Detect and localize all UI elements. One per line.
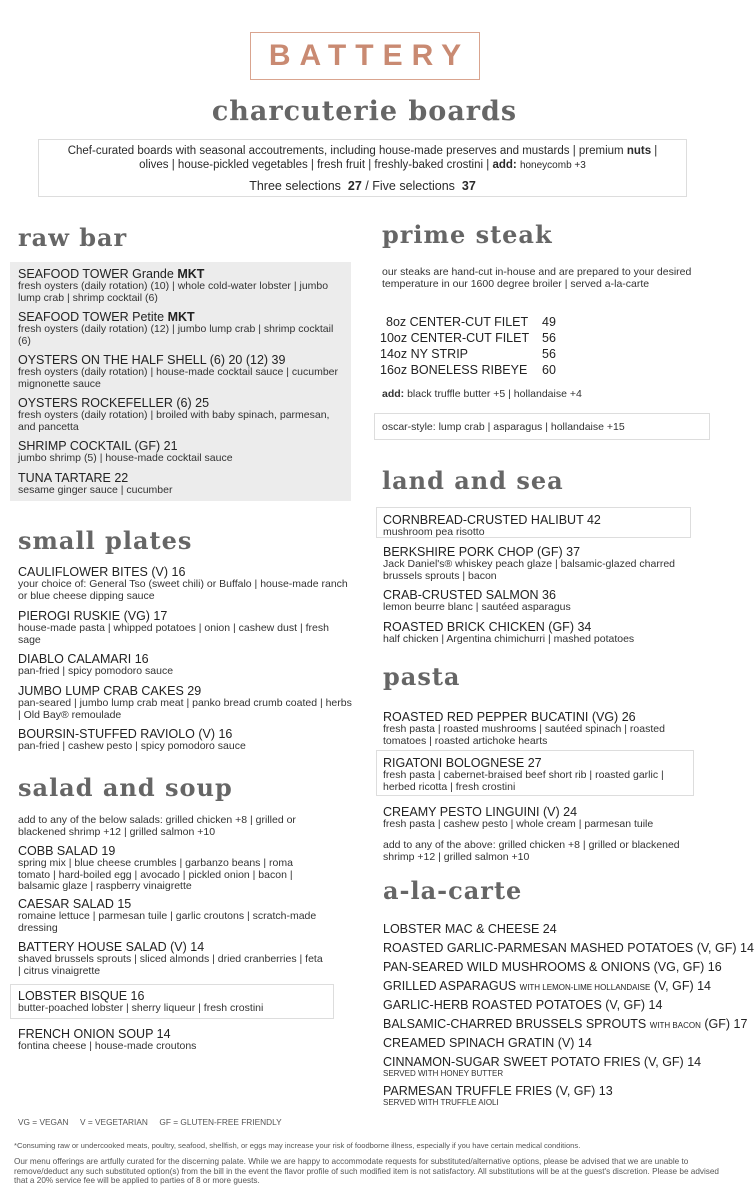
three-selections-price: 27: [347, 179, 362, 193]
menu-item: [18, 897, 318, 934]
menu-item: [18, 652, 348, 678]
item-name: BERKSHIRE PORK CHOP (GF) 37: [383, 545, 581, 559]
menu-item: [18, 267, 343, 304]
item-name: CREAMED SPINACH GRATIN (V) 14: [383, 1036, 592, 1050]
item-desc: mushroom pea risotto: [383, 526, 485, 538]
five-selections-label: Five selections: [372, 179, 455, 193]
diet-legend: VG = VEGAN V = VEGETARIAN GF = GLUTEN-FREE FRIENDLY: [18, 1117, 282, 1127]
charcuterie-desc2: olives | house-pickled vegetables | fresh fruit | freshly-baked crostini |: [139, 159, 490, 171]
item-name: BALSAMIC-CHARRED BRUSSELS SPROUTS: [383, 1017, 647, 1031]
menu-item: [18, 684, 353, 721]
steak-price: 49: [542, 315, 556, 329]
item-name: SEAFOOD TOWER Petite: [18, 310, 165, 324]
charcuterie-desc1: Chef-curated boards with seasonal accoutrements, including house-made preserves and mustards | premium: [67, 145, 624, 157]
item-sub: SERVED WITH TRUFFLE AIOLI: [383, 1098, 499, 1107]
item-desc: jumbo shrimp (5) | house-made cocktail sauce: [18, 452, 233, 464]
steak-row: [380, 363, 556, 377]
steak-add-label: add:: [382, 388, 405, 400]
item-name: RIGATONI BOLOGNESE 27: [383, 756, 542, 770]
charcuterie-desc1-end: |: [654, 145, 658, 157]
item-name: SHRIMP COCKTAIL (GF) 21: [18, 439, 178, 453]
charcuterie-desc-line1: [39, 144, 686, 158]
pasta-title: pasta: [383, 662, 461, 691]
charcuterie-desc1-bold: nuts: [626, 145, 652, 157]
item-note: WITH LEMON-LIME HOLLANDAISE: [519, 983, 651, 992]
item-sub: SERVED WITH HONEY BUTTER: [383, 1069, 504, 1078]
raw-food-warning: *Consuming raw or undercooked meats, poultry, seafood, shellfish, or eggs may increase your risk of foodborne illness, especially if you have certain medical conditions.: [14, 1141, 581, 1150]
menu-item: [383, 960, 722, 974]
item-name: COBB SALAD 19: [18, 844, 116, 858]
steak-row: [386, 315, 556, 329]
menu-item: [18, 1027, 330, 1053]
oscar-style: oscar-style: lump crab | asparagus | hollandaise +15: [382, 421, 625, 433]
item-name: CAULIFLOWER BITES (V) 16: [18, 565, 186, 579]
item-name: OYSTERS ON THE HALF SHELL (6) 20 (12) 39: [18, 353, 286, 367]
steak-name: 10oz CENTER-CUT FILET: [380, 331, 530, 345]
item-desc: lemon beurre blanc | sautéed asparagus: [383, 601, 571, 613]
item-price: (V, GF) 14: [653, 979, 712, 993]
item-name: GRILLED ASPARAGUS: [383, 979, 517, 993]
item-desc: spring mix | blue cheese crumbles | garbanzo beans | roma tomato | hard-boiled egg | avocado | pickled onion | bacon | balsamic glaze | raspberry vinaigrette: [18, 857, 293, 892]
item-desc: sesame ginger sauce | cucumber: [18, 484, 173, 496]
item-name: ROASTED RED PEPPER BUCATINI (VG) 26: [383, 710, 636, 724]
steak-row: [380, 331, 556, 345]
menu-item: [383, 1017, 747, 1033]
item-name: ROASTED GARLIC-PARMESAN MASHED POTATOES (V, GF) 14: [383, 941, 754, 955]
item-desc: pan-fried | cashew pesto | spicy pomodoro sauce: [18, 740, 246, 752]
item-desc: romaine lettuce | parmesan tuile | garlic croutons | scratch-made dressing: [18, 910, 317, 934]
item-name: LOBSTER MAC & CHEESE 24: [383, 922, 557, 936]
raw-bar-title: raw bar: [18, 223, 128, 252]
item-name: CREAMY PESTO LINGUINI (V) 24: [383, 805, 578, 819]
item-price: MKT: [177, 267, 205, 281]
a-la-carte-title: a-la-carte: [383, 876, 523, 905]
menu-item: [18, 310, 343, 347]
menu-item: [383, 1036, 592, 1050]
menu-item: [18, 471, 343, 497]
item-desc: fresh oysters (daily rotation) | house-made cocktail sauce | cucumber mignonette sauce: [18, 366, 339, 390]
steak-name: 16oz BONELESS RIBEYE: [380, 363, 528, 377]
charcuterie-desc-line2: [39, 158, 686, 173]
item-name: CORNBREAD-CRUSTED HALIBUT 42: [383, 513, 601, 527]
item-name: BOURSIN-STUFFED RAVIOLO (V) 16: [18, 727, 233, 741]
item-desc: butter-poached lobster | sherry liqueur | fresh crostini: [18, 1002, 264, 1014]
charcuterie-add-label: add:: [492, 159, 517, 171]
small-plates-title: small plates: [18, 526, 193, 555]
menu-item: [18, 727, 348, 753]
item-name: BATTERY HOUSE SALAD (V) 14: [18, 940, 205, 954]
item-name: DIABLO CALAMARI 16: [18, 652, 149, 666]
item-desc: your choice of: General Tso (sweet chili) or Buffalo | house-made ranch or blue cheese dipping sauce: [18, 578, 348, 602]
item-name: SEAFOOD TOWER Grande: [18, 267, 174, 281]
charcuterie-title: charcuterie boards: [211, 96, 518, 127]
item-name: CINNAMON-SUGAR SWEET POTATO FRIES (V, GF) 14: [383, 1055, 702, 1069]
item-desc: fresh oysters (daily rotation) | broiled with baby spinach, parmesan, and pancetta: [18, 409, 330, 433]
item-name: JUMBO LUMP CRAB CAKES 29: [18, 684, 202, 698]
steak-row: [380, 347, 556, 361]
menu-item: [18, 353, 343, 390]
item-desc: pan-seared | jumbo lump crab meat | panko bread crumb coated | herbs | Old Bay® remoulade: [18, 697, 352, 721]
item-desc: fresh oysters (daily rotation) (12) | jumbo lump crab | shrimp cocktail (6): [18, 323, 334, 347]
steak-price: 56: [542, 347, 556, 361]
item-price: MKT: [167, 310, 195, 324]
salad-addon-note: add to any of the below salads: grilled chicken +8 | grilled or blackened shrimp +12 | grilled salmon +10: [18, 814, 296, 838]
item-desc: fresh pasta | cabernet-braised beef short rib | roasted garlic | herbed ricotta | fresh crostini: [383, 769, 664, 793]
steak-add-value: black truffle butter +5 | hollandaise +4: [407, 388, 582, 400]
item-name: GARLIC-HERB ROASTED POTATOES (V, GF) 14: [383, 998, 663, 1012]
menu-item: [383, 1084, 613, 1107]
menu-item: [383, 588, 703, 614]
menu-item: [18, 940, 328, 977]
item-desc: pan-fried | spicy pomodoro sauce: [18, 665, 174, 677]
charcuterie-add-value: honeycomb +3: [519, 160, 586, 171]
five-selections-price: 37: [461, 179, 476, 193]
charcuterie-box: [38, 139, 687, 197]
item-name: PAN-SEARED WILD MUSHROOMS & ONIONS (VG, GF) 16: [383, 960, 722, 974]
item-name: ROASTED BRICK CHICKEN (GF) 34: [383, 620, 592, 634]
menu-item: [383, 922, 557, 936]
item-price: (GF) 17: [704, 1017, 748, 1031]
salad-soup-title: salad and soup: [18, 773, 233, 802]
menu-item: [18, 439, 343, 465]
menu-policy: Our menu offerings are artfully curated for the discerning palate. While we are happy to accommodate requests for substituted/alternative options, please be advised that we are unable to remove/deduct any such substituted option(s) from the bill in the event the flavor profile of such modified item is not satisfactory. All substitutions will be at the guest's discretion. Please be advised that a 20% service fee will be applied to parties of 8 or more guests.: [14, 1157, 719, 1185]
steak-price: 60: [542, 363, 556, 377]
item-desc: shaved brussels sprouts | sliced almonds | dried cranberries | feta | citrus vinaigrette: [18, 953, 323, 977]
item-name: PARMESAN TRUFFLE FRIES (V, GF) 13: [383, 1084, 613, 1098]
item-name: CAESAR SALAD 15: [18, 897, 132, 911]
item-name: PIEROGI RUSKIE (VG) 17: [18, 609, 168, 623]
menu-item: [383, 998, 662, 1012]
menu-item: [383, 545, 703, 582]
menu-item: [383, 620, 703, 646]
steak-desc: our steaks are hand-cut in-house and are prepared to your desired temperature in our 1600 degree broiler | served a-la-carte: [382, 266, 692, 290]
menu-item: [18, 396, 343, 433]
item-name: CRAB-CRUSTED SALMON 36: [383, 588, 556, 602]
selections-slash: /: [365, 179, 369, 193]
steak-name: 8oz CENTER-CUT FILET: [386, 315, 529, 329]
item-desc: fresh pasta | cashew pesto | whole cream | parmesan tuile: [383, 818, 654, 830]
menu-item: [383, 1055, 701, 1078]
menu-item: [383, 805, 703, 831]
menu-item: [18, 844, 318, 893]
steak-price: 56: [542, 331, 556, 345]
item-desc: fontina cheese | house-made croutons: [18, 1040, 197, 1052]
land-sea-title: land and sea: [382, 466, 564, 495]
item-note: WITH BACON: [649, 1021, 701, 1030]
menu-item: [18, 989, 330, 1015]
menu-item: [383, 513, 693, 539]
menu-item: [18, 609, 348, 646]
steak-name: 14oz NY STRIP: [380, 347, 469, 361]
menu-item: [383, 979, 711, 995]
item-name: FRENCH ONION SOUP 14: [18, 1027, 171, 1041]
brand-logo: BATTERY: [250, 32, 480, 80]
menu-item: [18, 565, 348, 602]
charcuterie-selections: [39, 179, 686, 193]
steak-addons: [382, 388, 582, 400]
menu-item: [383, 710, 703, 747]
item-desc: house-made pasta | whipped potatoes | onion | cashew dust | fresh sage: [18, 622, 329, 646]
item-name: TUNA TARTARE 22: [18, 471, 129, 485]
menu-item: [383, 756, 689, 793]
item-name: OYSTERS ROCKEFELLER (6) 25: [18, 396, 210, 410]
pasta-addon-note: add to any of the above: grilled chicken +8 | grilled or blackened shrimp +12 | grilled salmon +10: [383, 839, 680, 863]
prime-steak-title: prime steak: [382, 220, 553, 249]
item-desc: half chicken | Argentina chimichurri | mashed potatoes: [383, 633, 635, 645]
item-desc: fresh oysters (daily rotation) (10) | whole cold-water lobster | jumbo lump crab | shrimp cocktail (6): [18, 280, 329, 304]
item-name: LOBSTER BISQUE 16: [18, 989, 145, 1003]
three-selections-label: Three selections: [249, 179, 341, 193]
item-desc: Jack Daniel's® whiskey peach glaze | balsamic-glazed charred brussels sprouts | bacon: [383, 558, 676, 582]
item-desc: fresh pasta | roasted mushrooms | sautéed spinach | roasted tomatoes | roasted artichoke hearts: [383, 723, 665, 747]
menu-item: [383, 941, 754, 955]
